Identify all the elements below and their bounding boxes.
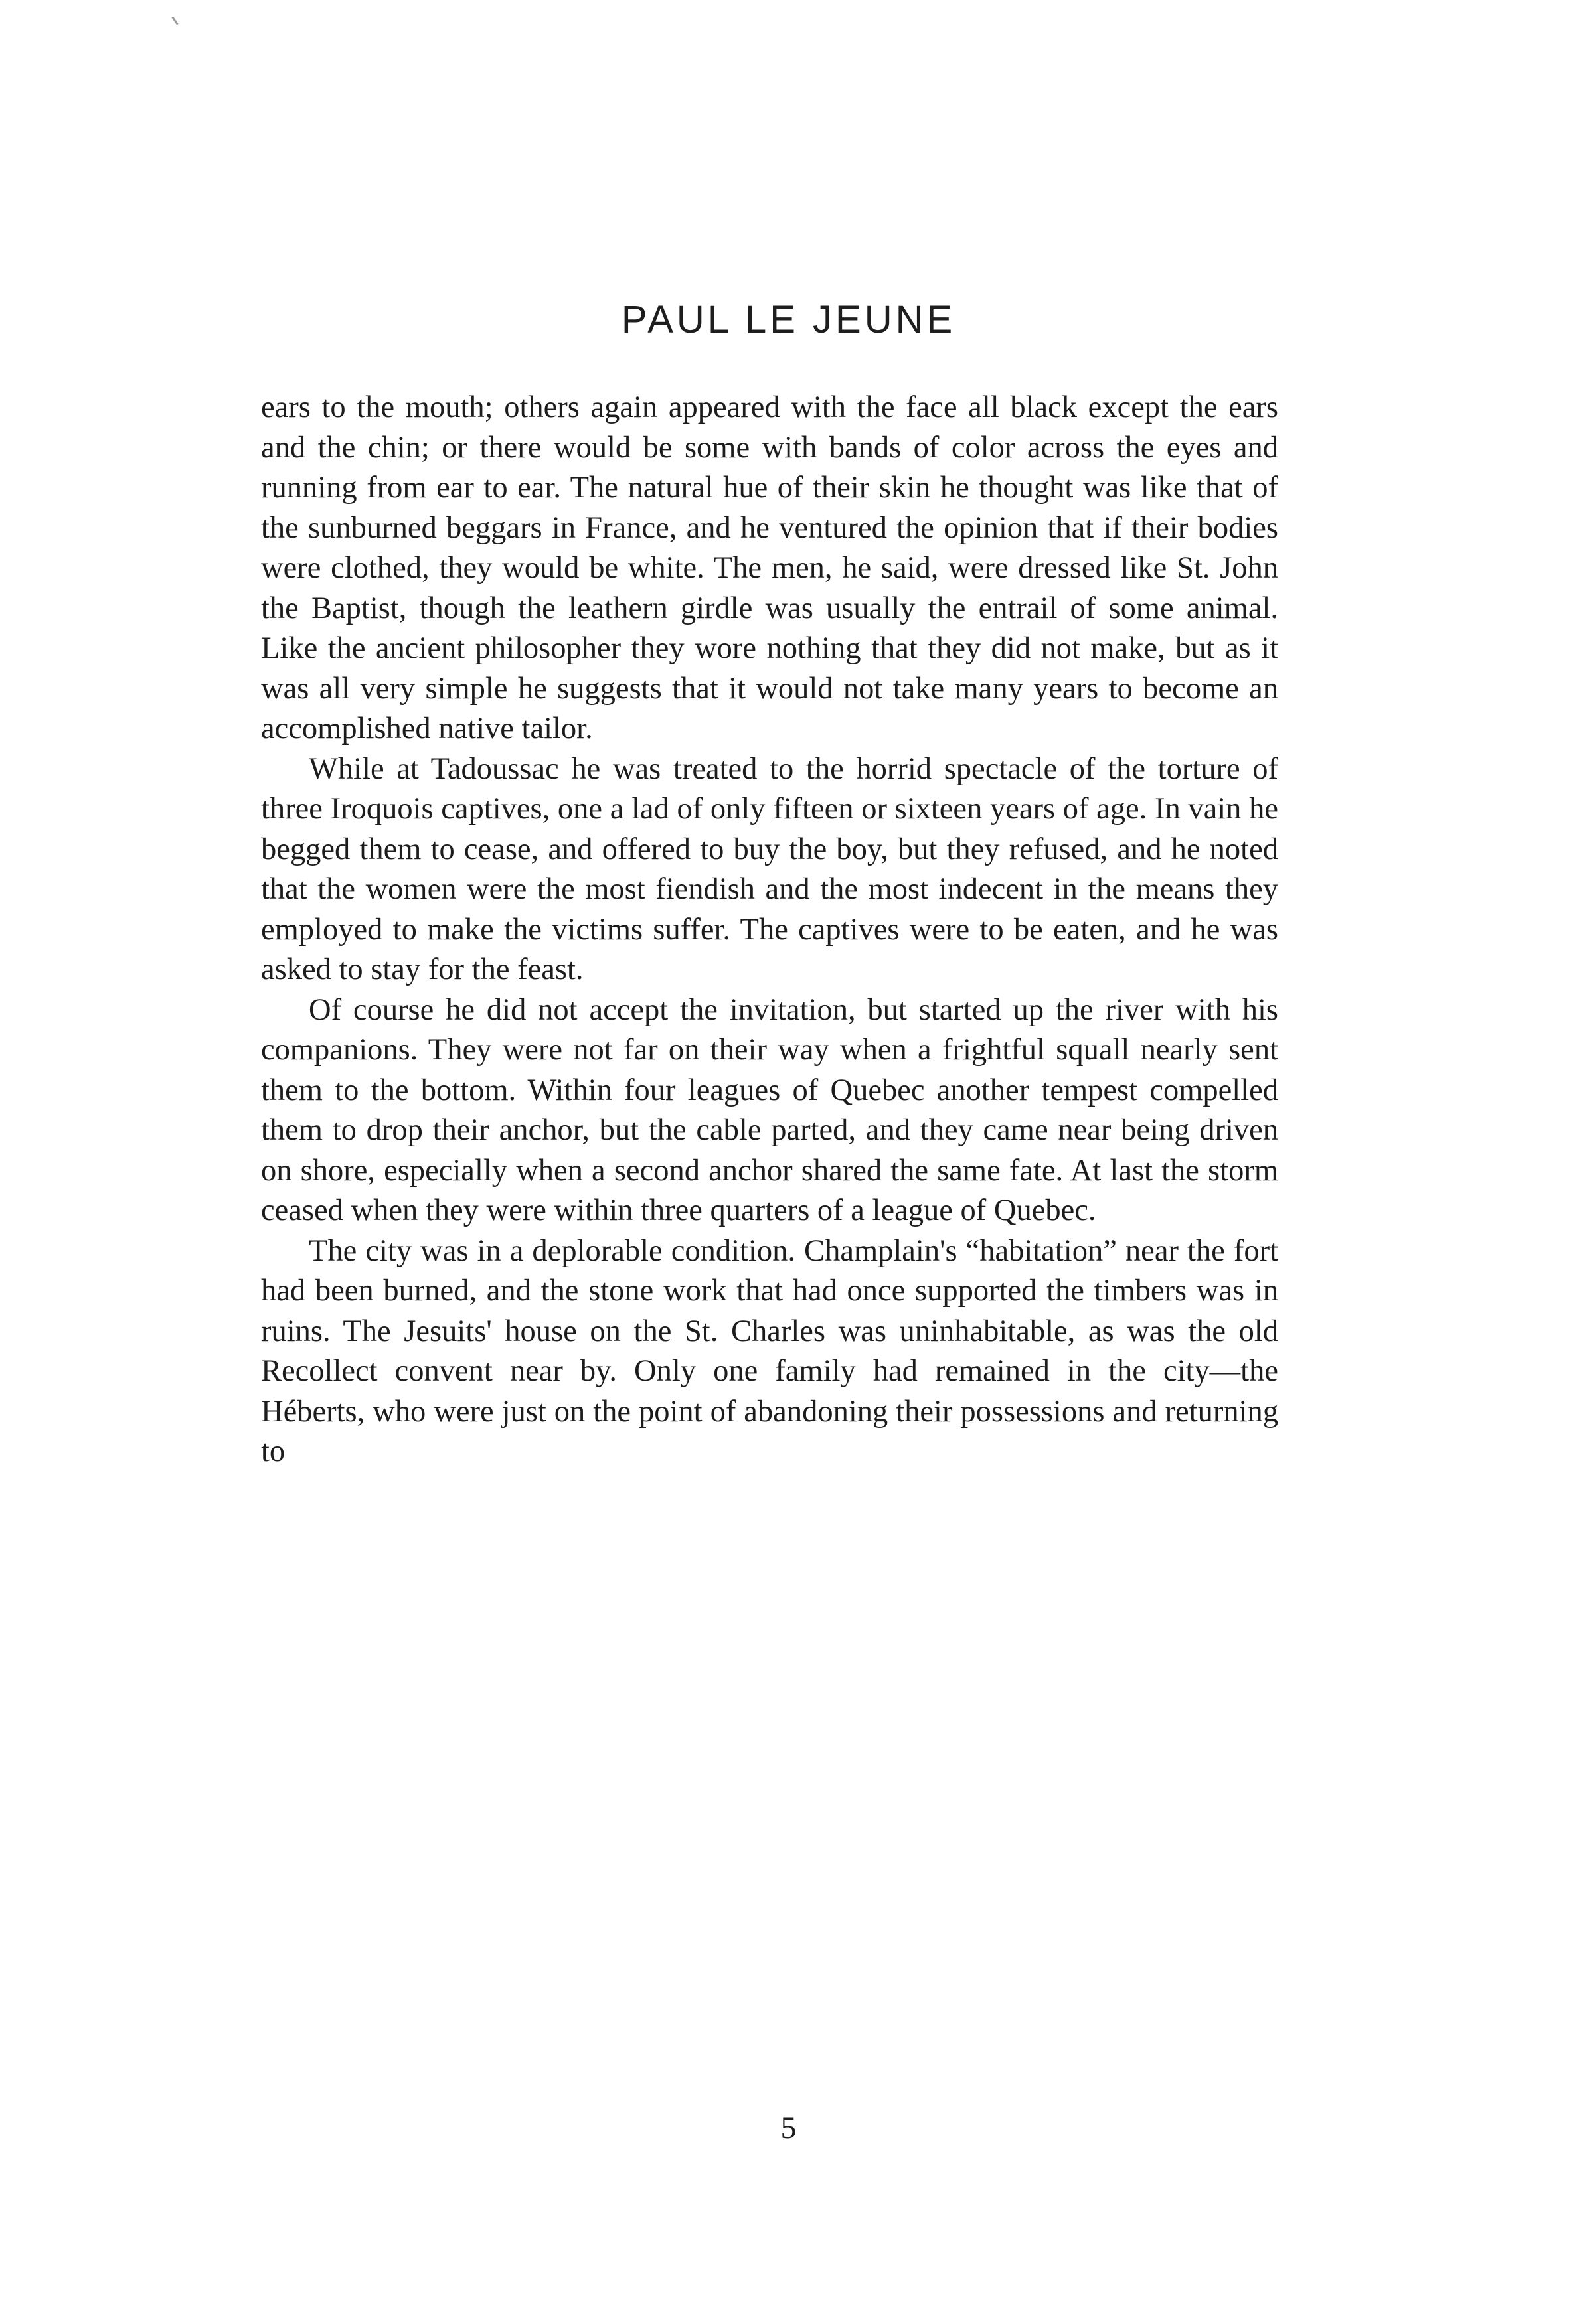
paragraph-3: Of course he did not accept the invitation, but started up the river with his companions. They were not far on their way when a frightful squall nearly sent them to the bottom. Within four leagues of Quebec another tempest compelled them to drop their anchor, but the cable parted, and they came near being driven on shore, especially when a second anchor shared the same fate. At last the storm ceased when they were within three quarters of a league of Quebec. [261, 992, 1278, 1227]
body-text [261, 388, 1278, 1472]
paragraph-4: The city was in a deplorable condition. Champlain's “habitation” near the fort had been burned, and the stone work that had once supported the timbers was in ruins. The Jesuits' house on the St. Charles was uninhabitable, as was the old Recollect convent near by. Only one family had remained in the city—the Héberts, who were just on the point of abandoning their possessions and returning to [261, 1233, 1278, 1468]
paragraph-1: ears to the mouth; others again appeared with the face all black except the ears and the chin; or there would be some with bands of color across the eyes and running from ear to ear. The natural hue of their skin he thought was like that of the sunburned beggars in France, and he ventured the opinion that if their bodies were clothed, they would be white. The men, he said, were dressed like St. John the Baptist, though the leathern girdle was usually the entrail of some animal. Like the ancient philosopher they wore nothing that they did not make, but as it was all very simple he suggests that it would not take many years to become an accomplished native tailor. [261, 390, 1278, 745]
page-number: 5 [780, 2110, 797, 2145]
paragraph-2: While at Tadoussac he was treated to the horrid spectacle of the torture of three Iroquois captives, one a lad of only fifteen or sixteen years of age. In vain he begged them to cease, and offered to buy the boy, but they refused, and he noted that the women were the most fiendish and the most indecent in the means they employed to make the victims suffer. The captives were to be eaten, and he was asked to stay for the feast. [261, 751, 1278, 986]
scan-mark [171, 16, 178, 25]
running-head: PAUL LE JEUNE [621, 298, 956, 341]
